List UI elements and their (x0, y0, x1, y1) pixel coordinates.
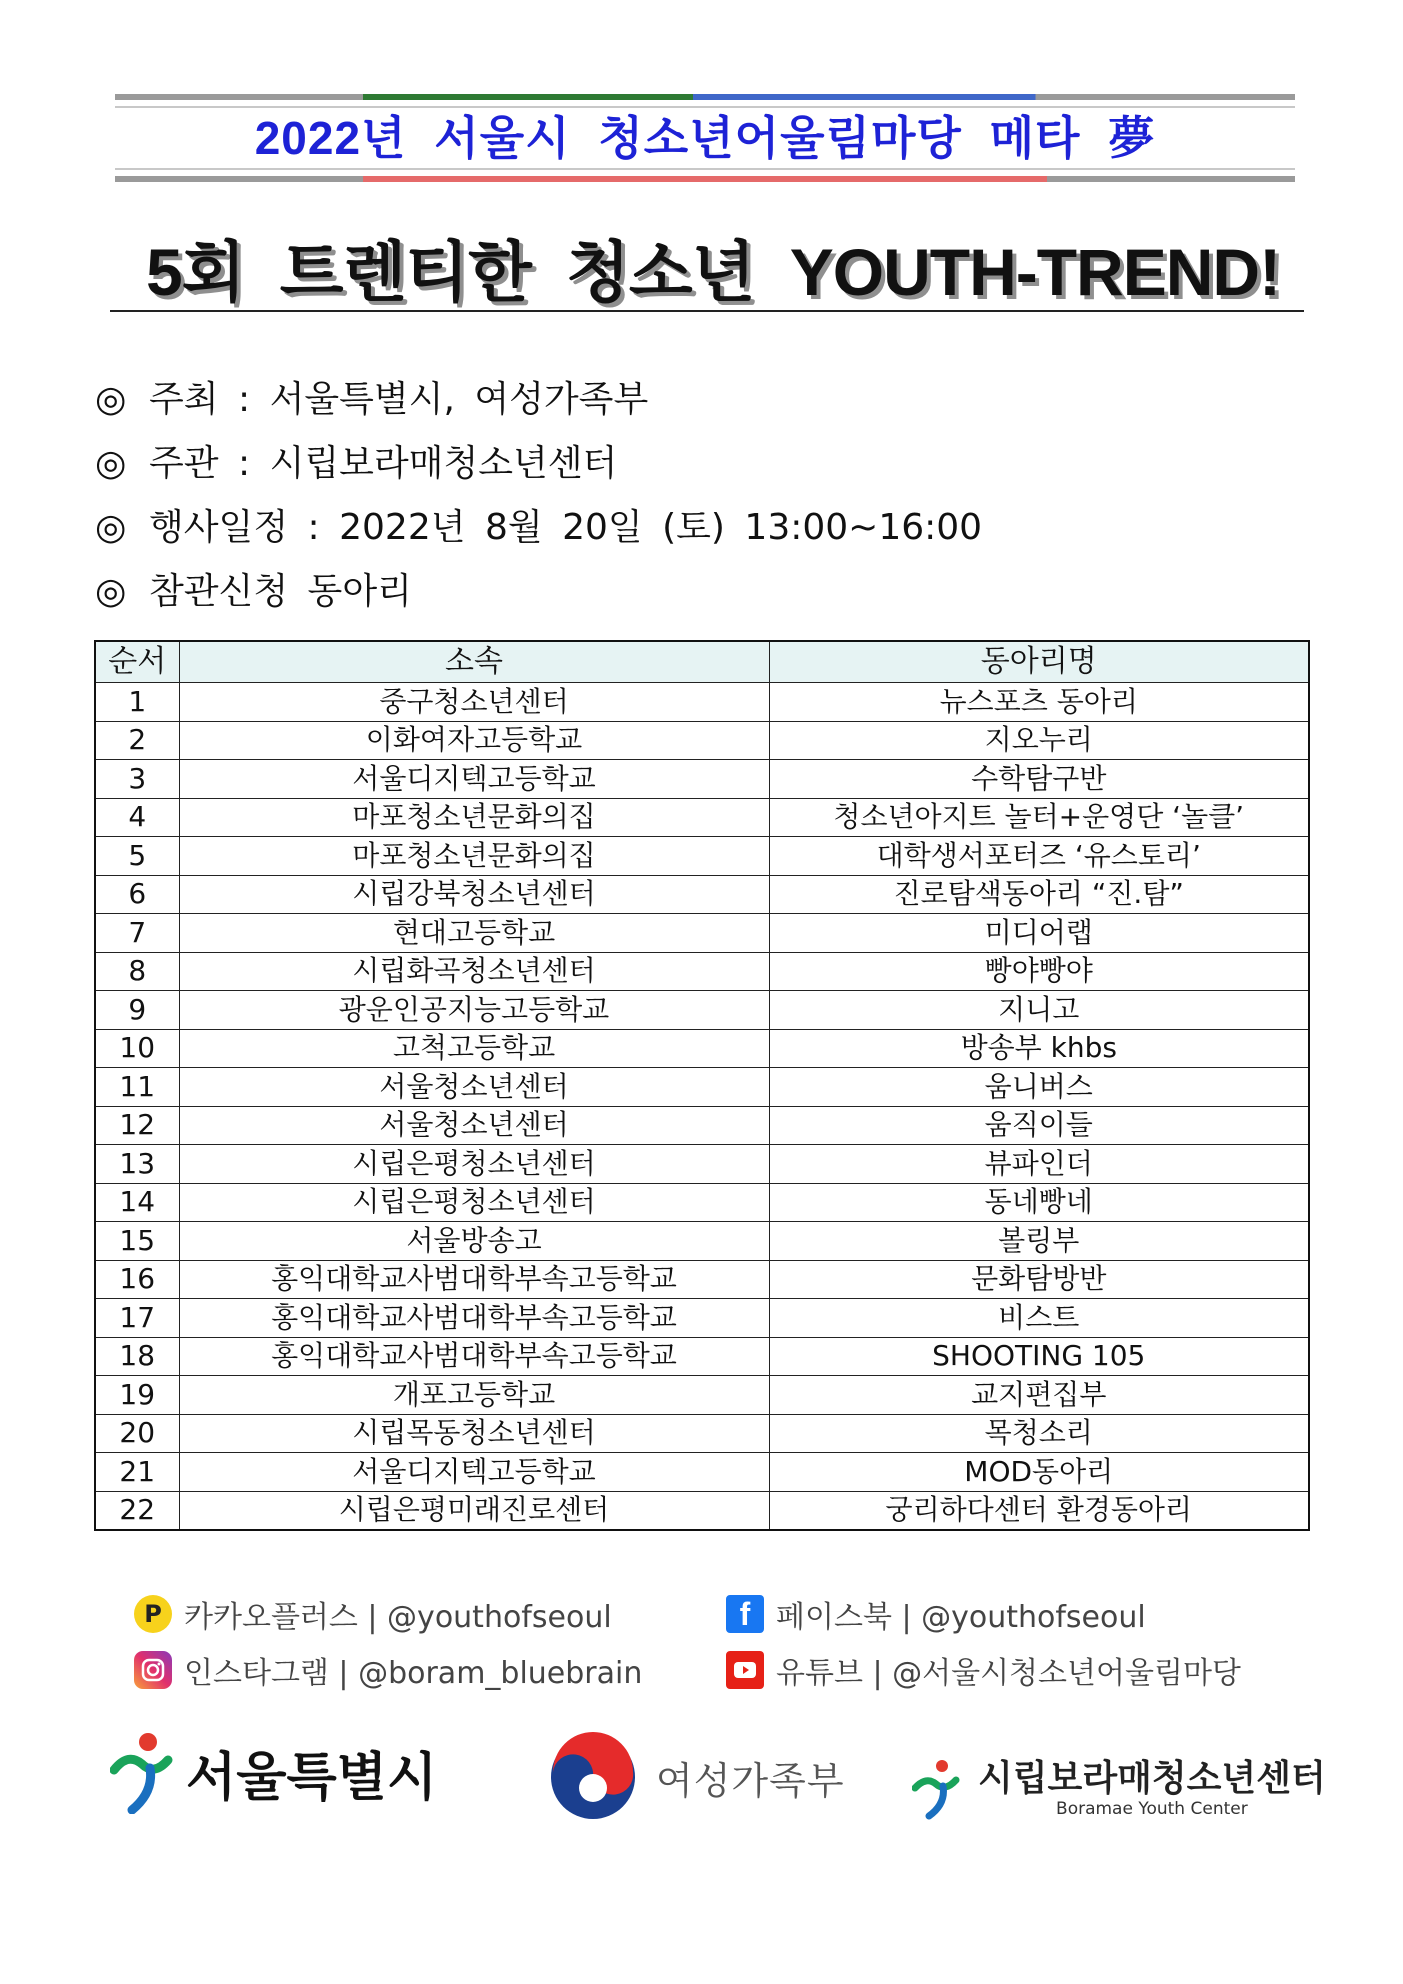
cell-club-name: MOD동아리 (769, 1453, 1309, 1492)
cell-order: 15 (95, 1222, 179, 1261)
cell-order: 21 (95, 1453, 179, 1492)
double-circle-icon: ◎ (95, 379, 127, 420)
table-row (95, 1183, 1309, 1222)
cell-order: 5 (95, 837, 179, 876)
table-row (95, 875, 1309, 914)
social-youtube-text: 유튜브 | @서울시청소년어울림마당 (776, 1656, 1241, 1691)
boramae-logo-text: 시립보라매청소년센터 (978, 1757, 1326, 1798)
info-clubs-heading-text: 참관신청 동아리 (149, 571, 412, 612)
banner-top-bar (115, 94, 1295, 100)
table-row (95, 837, 1309, 876)
cell-club-name: 교지편집부 (769, 1376, 1309, 1415)
cell-affiliation: 서울디지텍고등학교 (179, 1453, 769, 1492)
social-kakao-text: 카카오플러스 | @youthofseoul (184, 1600, 612, 1635)
boramae-logo-english: Boramae Youth Center (1056, 1799, 1248, 1819)
cell-affiliation: 마포청소년문화의집 (179, 798, 769, 837)
cell-order: 10 (95, 1029, 179, 1068)
table-row (95, 1068, 1309, 1107)
social-facebook[interactable] (726, 1592, 1146, 1636)
boramae-logo (912, 1758, 1326, 1820)
social-facebook-text: 페이스북 | @youthofseoul (776, 1600, 1146, 1635)
header-order: 순서 (95, 641, 179, 683)
cell-club-name: 비스트 (769, 1299, 1309, 1338)
seoul-emblem-icon (110, 1730, 182, 1814)
table-row (95, 721, 1309, 760)
cell-club-name: 궁리하다센터 환경동아리 (769, 1491, 1309, 1530)
info-host (95, 378, 648, 422)
cell-order: 19 (95, 1376, 179, 1415)
cell-affiliation: 시립화곡청소년센터 (179, 952, 769, 991)
cell-affiliation: 서울방송고 (179, 1222, 769, 1261)
table-row (95, 1376, 1309, 1415)
info-schedule (95, 506, 982, 550)
cell-club-name: SHOOTING 105 (769, 1337, 1309, 1376)
cell-club-name: 움니버스 (769, 1068, 1309, 1107)
cell-club-name: 움직이들 (769, 1106, 1309, 1145)
table-row (95, 914, 1309, 953)
table-row (95, 1337, 1309, 1376)
cell-affiliation: 현대고등학교 (179, 914, 769, 953)
banner-top-thin-line (115, 106, 1295, 108)
cell-affiliation: 서울디지텍고등학교 (179, 760, 769, 799)
cell-order: 14 (95, 1183, 179, 1222)
cell-order: 8 (95, 952, 179, 991)
cell-club-name: 수학탐구반 (769, 760, 1309, 799)
cell-order: 2 (95, 721, 179, 760)
cell-club-name: 빵야빵야 (769, 952, 1309, 991)
info-organizer (95, 442, 617, 486)
cell-order: 4 (95, 798, 179, 837)
table-row (95, 952, 1309, 991)
cell-affiliation: 광운인공지능고등학교 (179, 991, 769, 1030)
mogef-logo-text: 여성가족부 (656, 1758, 845, 1803)
cell-club-name: 목청소리 (769, 1414, 1309, 1453)
header-banner (115, 94, 1295, 184)
cell-affiliation: 홍익대학교사범대학부속고등학교 (179, 1337, 769, 1376)
cell-order: 22 (95, 1491, 179, 1530)
cell-affiliation: 시립목동청소년센터 (179, 1414, 769, 1453)
social-youtube[interactable] (726, 1648, 1241, 1692)
double-circle-icon: ◎ (95, 571, 127, 612)
table-row (95, 1414, 1309, 1453)
banner-title: 2022년 서울시 청소년어울림마당 메타 夢 (254, 112, 1156, 164)
kakao-plus-icon: P (134, 1595, 172, 1633)
cell-order: 6 (95, 875, 179, 914)
facebook-icon: f (726, 1595, 764, 1633)
double-circle-icon: ◎ (95, 443, 127, 484)
main-title: 5회 트렌티한 청소년 YOUTH-TREND! (146, 235, 1281, 309)
taeguk-icon (548, 1732, 638, 1822)
banner-bottom-thin-line (115, 168, 1295, 170)
cell-order: 11 (95, 1068, 179, 1107)
table-row (95, 1029, 1309, 1068)
cell-order: 18 (95, 1337, 179, 1376)
cell-affiliation: 시립강북청소년센터 (179, 875, 769, 914)
cell-affiliation: 개포고등학교 (179, 1376, 769, 1415)
cell-order: 1 (95, 683, 179, 722)
info-clubs-heading (95, 570, 412, 614)
info-host-text: 주최 : 서울특별시, 여성가족부 (149, 379, 649, 420)
table-row (95, 1491, 1309, 1530)
cell-order: 7 (95, 914, 179, 953)
cell-order: 16 (95, 1260, 179, 1299)
cell-club-name: 동네빵네 (769, 1183, 1309, 1222)
cell-affiliation: 서울청소년센터 (179, 1106, 769, 1145)
cell-club-name: 청소년아지트 놀터+운영단 ‘놀클’ (769, 798, 1309, 837)
header-affiliation: 소속 (179, 641, 769, 683)
table-row (95, 1145, 1309, 1184)
clubs-table (94, 640, 1310, 1531)
table-row (95, 1106, 1309, 1145)
cell-order: 12 (95, 1106, 179, 1145)
table-row (95, 798, 1309, 837)
cell-affiliation: 시립은평청소년센터 (179, 1183, 769, 1222)
table-row (95, 1222, 1309, 1261)
table-row (95, 1260, 1309, 1299)
cell-club-name: 진로탐색동아리 “진.탐” (769, 875, 1309, 914)
banner-bottom-bar (115, 176, 1295, 182)
title-underline (110, 310, 1304, 312)
cell-club-name: 방송부 khbs (769, 1029, 1309, 1068)
instagram-icon (134, 1651, 172, 1689)
cell-club-name: 문화탐방반 (769, 1260, 1309, 1299)
youtube-icon (726, 1651, 764, 1689)
table-row (95, 683, 1309, 722)
cell-club-name: 지오누리 (769, 721, 1309, 760)
cell-order: 13 (95, 1145, 179, 1184)
seoul-logo (110, 1730, 437, 1814)
table-row (95, 760, 1309, 799)
cell-affiliation: 마포청소년문화의집 (179, 837, 769, 876)
cell-affiliation: 시립은평미래진로센터 (179, 1491, 769, 1530)
cell-affiliation: 시립은평청소년센터 (179, 1145, 769, 1184)
table-row (95, 991, 1309, 1030)
header-club-name: 동아리명 (769, 641, 1309, 683)
cell-order: 9 (95, 991, 179, 1030)
social-instagram[interactable] (134, 1648, 642, 1692)
double-circle-icon: ◎ (95, 507, 127, 548)
cell-affiliation: 서울청소년센터 (179, 1068, 769, 1107)
cell-club-name: 지니고 (769, 991, 1309, 1030)
cell-affiliation: 중구청소년센터 (179, 683, 769, 722)
cell-affiliation: 고척고등학교 (179, 1029, 769, 1068)
mogef-logo (548, 1732, 845, 1822)
info-schedule-text: 행사일정 : 2022년 8월 20일 (토) 13:00~16:00 (149, 507, 983, 548)
cell-club-name: 볼링부 (769, 1222, 1309, 1261)
cell-club-name: 뷰파인더 (769, 1145, 1309, 1184)
table-row (95, 1453, 1309, 1492)
cell-order: 20 (95, 1414, 179, 1453)
cell-order: 3 (95, 760, 179, 799)
cell-club-name: 뉴스포츠 동아리 (769, 683, 1309, 722)
cell-club-name: 미디어랩 (769, 914, 1309, 953)
social-kakao[interactable] (134, 1592, 612, 1636)
cell-club-name: 대학생서포터즈 ‘유스토리’ (769, 837, 1309, 876)
boramae-emblem-icon (912, 1758, 968, 1820)
seoul-logo-text: 서울특별시 (186, 1748, 438, 1807)
table-row (95, 1299, 1309, 1338)
cell-affiliation: 이화여자고등학교 (179, 721, 769, 760)
info-organizer-text: 주관 : 시립보라매청소년센터 (149, 443, 618, 484)
cell-affiliation: 홍익대학교사범대학부속고등학교 (179, 1260, 769, 1299)
cell-order: 17 (95, 1299, 179, 1338)
social-instagram-text: 인스타그램 | @boram_bluebrain (184, 1656, 643, 1691)
cell-affiliation: 홍익대학교사범대학부속고등학교 (179, 1299, 769, 1338)
table-header-row (95, 641, 1309, 683)
